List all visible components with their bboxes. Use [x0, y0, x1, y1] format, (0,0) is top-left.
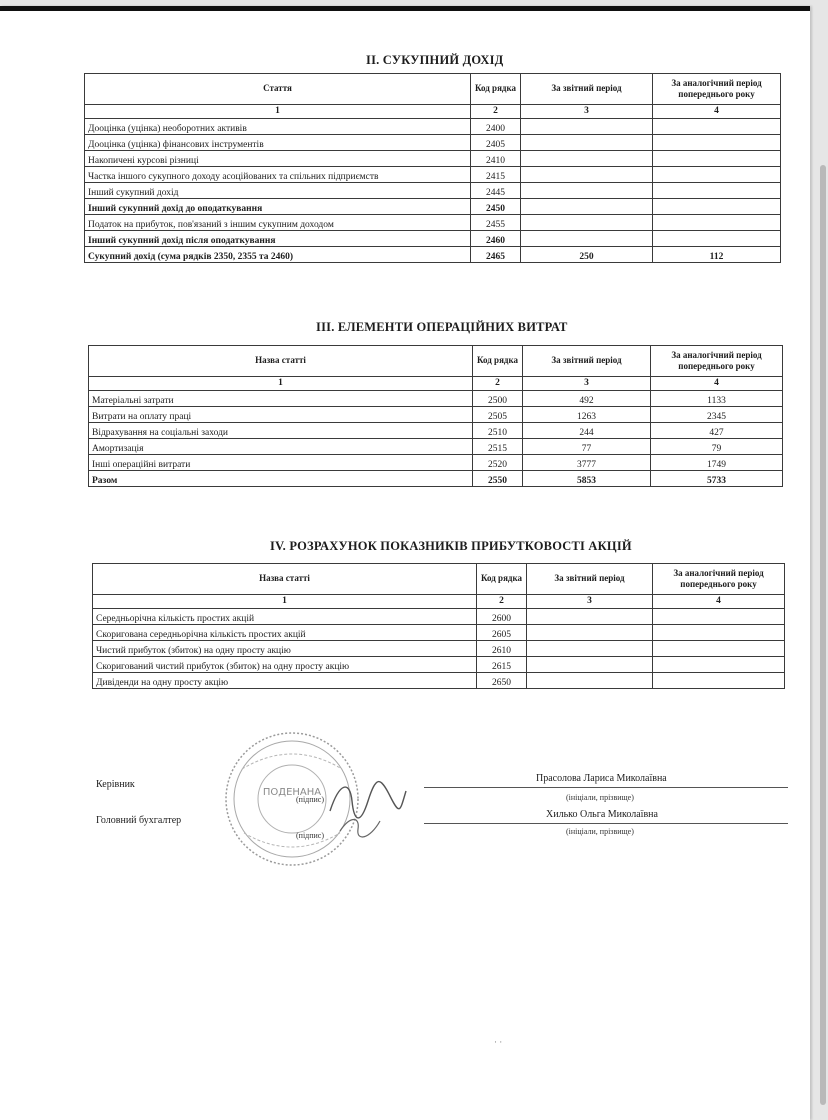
- row-name: Інші операційні витрати: [89, 455, 473, 471]
- row-name: Дивіденди на одну просту акцію: [93, 673, 477, 689]
- row-name: Амортизація: [89, 439, 473, 455]
- col-number: 2: [473, 377, 523, 391]
- section-4-title: IV. РОЗРАХУНОК ПОКАЗНИКІВ ПРИБУТКОВОСТІ АКЦІЙ: [270, 539, 632, 553]
- row-code: 2465: [471, 247, 521, 263]
- col-header-previous: За аналогічний період попереднього року: [653, 74, 781, 105]
- col-number: 3: [521, 105, 653, 119]
- table-row: [89, 391, 783, 407]
- row-name: Середньорічна кількість простих акцій: [93, 609, 477, 625]
- table-row: [85, 183, 781, 199]
- column-number-row: [85, 105, 781, 119]
- row-current-value: [527, 657, 653, 673]
- row-current-value: [521, 183, 653, 199]
- col-header-current: За звітний період: [521, 74, 653, 105]
- col-header-code: Код рядка: [471, 74, 521, 105]
- col-number: 1: [93, 595, 477, 609]
- accountant-name: Хилько Ольга Миколаївна: [546, 809, 658, 820]
- col-number: 4: [653, 105, 781, 119]
- row-name: Матеріальні затрати: [89, 391, 473, 407]
- table-row: [93, 657, 785, 673]
- row-current-value: 3777: [523, 455, 651, 471]
- section-2-title: ІІ. СУКУПНИЙ ДОХІД: [366, 53, 504, 67]
- col-number: 3: [523, 377, 651, 391]
- row-previous-value: [653, 167, 781, 183]
- row-name: Відрахування на соціальні заходи: [89, 423, 473, 439]
- row-previous-value: [653, 609, 785, 625]
- row-code: 2650: [477, 673, 527, 689]
- col-header-code: Код рядка: [473, 346, 523, 377]
- col-header-previous: За аналогічний період попереднього року: [653, 564, 785, 595]
- table-row: [85, 231, 781, 247]
- section-3-title: ІІІ. ЕЛЕМЕНТИ ОПЕРАЦІЙНИХ ВИТРАТ: [316, 320, 568, 334]
- table-header-row: [89, 346, 783, 377]
- row-code: 2450: [471, 199, 521, 215]
- director-name: Прасолова Лариса Миколаївна: [536, 773, 667, 784]
- col-number: 4: [653, 595, 785, 609]
- row-current-value: 1263: [523, 407, 651, 423]
- row-code: 2515: [473, 439, 523, 455]
- row-name: Дооцінка (уцінка) необоротних активів: [85, 119, 471, 135]
- row-name: Інший сукупний дохід: [85, 183, 471, 199]
- table-row: [85, 199, 781, 215]
- row-previous-value: 1749: [651, 455, 783, 471]
- row-previous-value: [653, 625, 785, 641]
- table-header-row: [85, 74, 781, 105]
- row-previous-value: [653, 119, 781, 135]
- table-row: [89, 439, 783, 455]
- row-code: 2610: [477, 641, 527, 657]
- row-current-value: 250: [521, 247, 653, 263]
- row-name: Інший сукупний дохід до оподаткування: [85, 199, 471, 215]
- row-current-value: [521, 231, 653, 247]
- row-code: 2405: [471, 135, 521, 151]
- row-current-value: [521, 135, 653, 151]
- stamp-text: ПОДЕНАНА: [262, 787, 322, 798]
- table-row: [85, 119, 781, 135]
- col-header-name: Назва статті: [93, 564, 477, 595]
- director-name-line: [424, 787, 788, 788]
- director-name-caption: (ініціали, прізвище): [566, 793, 634, 802]
- table-row: [93, 673, 785, 689]
- row-previous-value: [653, 641, 785, 657]
- table-row: [93, 625, 785, 641]
- row-code: 2445: [471, 183, 521, 199]
- row-code: 2460: [471, 231, 521, 247]
- scrollbar[interactable]: [820, 165, 826, 1105]
- row-previous-value: 427: [651, 423, 783, 439]
- row-current-value: [527, 609, 653, 625]
- row-code: 2505: [473, 407, 523, 423]
- share-profitability-table: [92, 563, 785, 689]
- row-previous-value: [653, 135, 781, 151]
- row-previous-value: 5733: [651, 471, 783, 487]
- row-name: Податок на прибуток, пов'язаний з іншим сукупним доходом: [85, 215, 471, 231]
- row-code: 2520: [473, 455, 523, 471]
- director-signature-caption: (підпис): [296, 795, 325, 804]
- document-page: [0, 6, 810, 1120]
- accountant-name-line: [424, 823, 788, 824]
- row-previous-value: 112: [653, 247, 781, 263]
- col-number: 1: [89, 377, 473, 391]
- row-previous-value: [653, 673, 785, 689]
- row-code: 2605: [477, 625, 527, 641]
- row-current-value: 77: [523, 439, 651, 455]
- table-row: [89, 407, 783, 423]
- row-previous-value: [653, 231, 781, 247]
- table-row: [85, 167, 781, 183]
- col-header-name: Назва статті: [89, 346, 473, 377]
- accountant-signature-caption: (підпис): [296, 831, 325, 840]
- accountant-label: Головний бухгалтер: [96, 815, 182, 826]
- row-previous-value: [653, 151, 781, 167]
- row-current-value: [521, 167, 653, 183]
- handwritten-signature: [320, 771, 410, 841]
- row-current-value: [521, 119, 653, 135]
- table-header-row: [93, 564, 785, 595]
- row-code: 2600: [477, 609, 527, 625]
- row-previous-value: 2345: [651, 407, 783, 423]
- row-current-value: [527, 641, 653, 657]
- row-code: 2455: [471, 215, 521, 231]
- table-row: [89, 423, 783, 439]
- comprehensive-income-table: [84, 73, 781, 263]
- row-previous-value: 1133: [651, 391, 783, 407]
- row-current-value: [521, 151, 653, 167]
- row-previous-value: [653, 657, 785, 673]
- col-number: 2: [471, 105, 521, 119]
- row-current-value: 5853: [523, 471, 651, 487]
- row-code: 2410: [471, 151, 521, 167]
- row-previous-value: [653, 215, 781, 231]
- row-name: Інший сукупний дохід після оподаткування: [85, 231, 471, 247]
- col-number: 2: [477, 595, 527, 609]
- row-code: 2415: [471, 167, 521, 183]
- table-row: [89, 455, 783, 471]
- col-number: 1: [85, 105, 471, 119]
- col-number: 3: [527, 595, 653, 609]
- row-current-value: 492: [523, 391, 651, 407]
- row-current-value: [527, 673, 653, 689]
- row-name: Скоригована середньорічна кількість простих акцій: [93, 625, 477, 641]
- director-label: Керівник: [96, 779, 135, 790]
- row-name: Дооцінка (уцінка) фінансових інструментів: [85, 135, 471, 151]
- col-header-current: За звітний період: [527, 564, 653, 595]
- row-current-value: 244: [523, 423, 651, 439]
- row-code: 2510: [473, 423, 523, 439]
- row-name: Скоригований чистий прибуток (збиток) на одну просту акцію: [93, 657, 477, 673]
- table-row: [85, 151, 781, 167]
- col-header-current: За звітний період: [523, 346, 651, 377]
- row-name: Накопичені курсові різниці: [85, 151, 471, 167]
- row-current-value: [527, 625, 653, 641]
- table-row: [85, 215, 781, 231]
- operating-expenses-table: [88, 345, 783, 487]
- col-number: 4: [651, 377, 783, 391]
- col-header-previous: За аналогічний період попереднього року: [651, 346, 783, 377]
- row-code: 2550: [473, 471, 523, 487]
- accountant-name-caption: (ініціали, прізвище): [566, 827, 634, 836]
- col-header-code: Код рядка: [477, 564, 527, 595]
- table-row: [93, 641, 785, 657]
- row-name: Частка іншого сукупного доходу асоційованих та спільних підприємств: [85, 167, 471, 183]
- row-previous-value: [653, 183, 781, 199]
- row-previous-value: 79: [651, 439, 783, 455]
- row-current-value: [521, 199, 653, 215]
- column-number-row: [93, 595, 785, 609]
- table-row: [93, 609, 785, 625]
- table-row: [85, 247, 781, 263]
- row-name: Сукупний дохід (сума рядків 2350, 2355 та 2460): [85, 247, 471, 263]
- table-row: [89, 471, 783, 487]
- column-number-row: [89, 377, 783, 391]
- row-code: 2615: [477, 657, 527, 673]
- row-name: Чистий прибуток (збиток) на одну просту акцію: [93, 641, 477, 657]
- table-row: [85, 135, 781, 151]
- col-header-article: Стаття: [85, 74, 471, 105]
- row-current-value: [521, 215, 653, 231]
- row-code: 2500: [473, 391, 523, 407]
- row-code: 2400: [471, 119, 521, 135]
- row-previous-value: [653, 199, 781, 215]
- row-name: Витрати на оплату праці: [89, 407, 473, 423]
- scan-mark: · ·: [494, 1037, 503, 1047]
- row-name: Разом: [89, 471, 473, 487]
